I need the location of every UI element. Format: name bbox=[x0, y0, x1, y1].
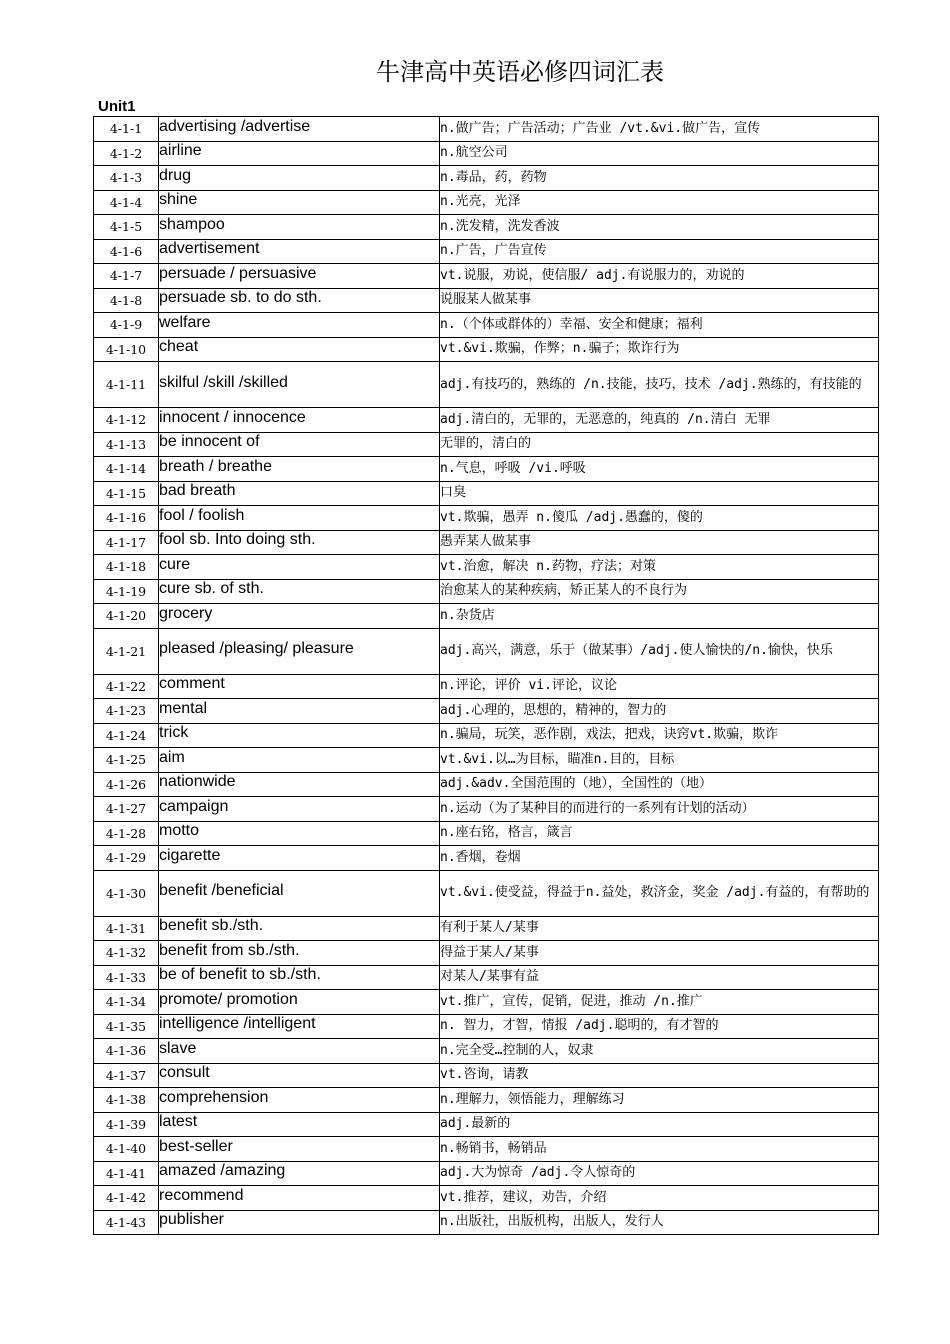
entry-word-cell bbox=[159, 990, 440, 1015]
entry-meaning: n.骗局，玩笑，恶作剧，戏法，把戏，诀窍vt.欺骗，欺诈 bbox=[440, 723, 879, 748]
entry-word-cell bbox=[159, 748, 440, 773]
entry-word: trick bbox=[159, 724, 189, 742]
entry-number: 4-1-16 bbox=[94, 506, 159, 531]
entry-number: 4-1-41 bbox=[94, 1161, 159, 1186]
entry-word-cell bbox=[159, 264, 440, 289]
entry-number: 4-1-39 bbox=[94, 1112, 159, 1137]
vocab-row bbox=[94, 1210, 879, 1235]
entry-word-cell bbox=[159, 870, 440, 916]
entry-number: 4-1-24 bbox=[94, 723, 159, 748]
entry-meaning: n.出版社，出版机构，出版人，发行人 bbox=[440, 1210, 879, 1235]
entry-meaning: vt.推荐，建议，劝告，介绍 bbox=[440, 1186, 879, 1211]
entry-word-cell bbox=[159, 408, 440, 433]
entry-word-cell bbox=[159, 313, 440, 338]
entry-number: 4-1-32 bbox=[94, 941, 159, 966]
entry-number: 4-1-33 bbox=[94, 965, 159, 990]
vocabulary-table bbox=[93, 116, 879, 1235]
entry-word-cell bbox=[159, 604, 440, 629]
entry-word-cell bbox=[159, 579, 440, 604]
entry-number: 4-1-9 bbox=[94, 313, 159, 338]
entry-word: nationwide bbox=[159, 773, 236, 791]
entry-meaning: n.气息，呼吸 /vi.呼吸 bbox=[440, 457, 879, 482]
entry-number: 4-1-21 bbox=[94, 628, 159, 674]
entry-word: drug bbox=[159, 166, 192, 184]
entry-number: 4-1-6 bbox=[94, 239, 159, 264]
entry-meaning: n.航空公司 bbox=[440, 141, 879, 166]
vocab-row bbox=[94, 457, 879, 482]
entry-word: latest bbox=[159, 1113, 198, 1131]
entry-word: grocery bbox=[159, 604, 213, 622]
entry-meaning: adj.最新的 bbox=[440, 1112, 879, 1137]
entry-word-cell bbox=[159, 530, 440, 555]
unit-heading: Unit1 bbox=[98, 98, 136, 115]
entry-number: 4-1-34 bbox=[94, 990, 159, 1015]
entry-word: advertising /advertise bbox=[159, 117, 311, 135]
entry-number: 4-1-25 bbox=[94, 748, 159, 773]
vocab-row bbox=[94, 141, 879, 166]
entry-word: persuade sb. to do sth. bbox=[159, 289, 322, 307]
vocab-row bbox=[94, 1088, 879, 1113]
entry-word: mental bbox=[159, 699, 208, 717]
entry-word: recommend bbox=[159, 1186, 244, 1204]
vocab-row bbox=[94, 313, 879, 338]
entry-meaning: n.评论，评价 vi.评论，议论 bbox=[440, 674, 879, 699]
vocab-row bbox=[94, 748, 879, 773]
vocab-row bbox=[94, 846, 879, 871]
vocab-row bbox=[94, 408, 879, 433]
entry-word: aim bbox=[159, 748, 185, 766]
entry-word-cell bbox=[159, 337, 440, 362]
entry-word: breath / breathe bbox=[159, 457, 272, 475]
vocab-row bbox=[94, 530, 879, 555]
vocab-row bbox=[94, 506, 879, 531]
entry-word: shampoo bbox=[159, 215, 225, 233]
entry-meaning: vt.&vi.以…为目标，瞄准n.目的，目标 bbox=[440, 748, 879, 773]
vocab-row bbox=[94, 1137, 879, 1162]
entry-meaning: adj.&adv.全国范围的（地），全国性的（地） bbox=[440, 772, 879, 797]
vocab-row bbox=[94, 1014, 879, 1039]
entry-word: benefit from sb./sth. bbox=[159, 941, 300, 959]
entry-word: fool / foolish bbox=[159, 506, 245, 524]
entry-word: persuade / persuasive bbox=[159, 264, 317, 282]
entry-word-cell bbox=[159, 239, 440, 264]
entry-meaning: n.毒品，药，药物 bbox=[440, 166, 879, 191]
entry-word: welfare bbox=[159, 313, 211, 331]
entry-meaning: 治愈某人的某种疾病，矫正某人的不良行为 bbox=[440, 579, 879, 604]
entry-word-cell bbox=[159, 941, 440, 966]
entry-number: 4-1-2 bbox=[94, 141, 159, 166]
vocab-row bbox=[94, 628, 879, 674]
entry-word: cure sb. of sth. bbox=[159, 580, 264, 598]
entry-meaning: 对某人/某事有益 bbox=[440, 965, 879, 990]
entry-number: 4-1-14 bbox=[94, 457, 159, 482]
entry-meaning: n.洗发精，洗发香波 bbox=[440, 215, 879, 240]
vocab-row bbox=[94, 432, 879, 457]
page-title: 牛津高中英语必修四词汇表 bbox=[376, 58, 664, 86]
entry-word-cell bbox=[159, 481, 440, 506]
entry-word-cell bbox=[159, 1112, 440, 1137]
entry-word: promote/ promotion bbox=[159, 990, 298, 1008]
entry-meaning: 说服某人做某事 bbox=[440, 288, 879, 313]
entry-number: 4-1-1 bbox=[94, 117, 159, 142]
vocab-row bbox=[94, 674, 879, 699]
vocab-row bbox=[94, 990, 879, 1015]
entry-word: shine bbox=[159, 191, 198, 209]
entry-word: fool sb. Into doing sth. bbox=[159, 531, 316, 549]
entry-meaning: n.广告，广告宣传 bbox=[440, 239, 879, 264]
entry-meaning: n.运动（为了某种目的而进行的一系列有计划的活动） bbox=[440, 797, 879, 822]
entry-meaning: adj.高兴，满意，乐于（做某事）/adj.使人愉快的/n.愉快，快乐 bbox=[440, 628, 879, 674]
vocab-row bbox=[94, 821, 879, 846]
vocab-row bbox=[94, 916, 879, 941]
vocab-row bbox=[94, 1112, 879, 1137]
entry-word: skilful /skill /skilled bbox=[159, 373, 288, 391]
entry-meaning: adj.心理的，思想的，精神的，智力的 bbox=[440, 699, 879, 724]
entry-number: 4-1-12 bbox=[94, 408, 159, 433]
entry-word-cell bbox=[159, 965, 440, 990]
entry-word-cell bbox=[159, 166, 440, 191]
entry-meaning: n.座右铭，格言，箴言 bbox=[440, 821, 879, 846]
entry-word-cell bbox=[159, 797, 440, 822]
entry-meaning: n.理解力，领悟能力，理解练习 bbox=[440, 1088, 879, 1113]
entry-word: publisher bbox=[159, 1211, 224, 1229]
vocab-row bbox=[94, 604, 879, 629]
entry-number: 4-1-19 bbox=[94, 579, 159, 604]
vocab-row bbox=[94, 1063, 879, 1088]
entry-number: 4-1-36 bbox=[94, 1039, 159, 1064]
entry-word-cell bbox=[159, 1063, 440, 1088]
entry-meaning: vt.咨询，请教 bbox=[440, 1063, 879, 1088]
entry-number: 4-1-3 bbox=[94, 166, 159, 191]
entry-word-cell bbox=[159, 506, 440, 531]
vocab-row bbox=[94, 772, 879, 797]
entry-number: 4-1-4 bbox=[94, 190, 159, 215]
vocab-row bbox=[94, 215, 879, 240]
entry-word: advertisement bbox=[159, 240, 260, 258]
entry-number: 4-1-17 bbox=[94, 530, 159, 555]
entry-number: 4-1-43 bbox=[94, 1210, 159, 1235]
entry-number: 4-1-40 bbox=[94, 1137, 159, 1162]
vocab-row bbox=[94, 579, 879, 604]
entry-word-cell bbox=[159, 1088, 440, 1113]
vocab-row bbox=[94, 723, 879, 748]
entry-meaning: n.香烟，卷烟 bbox=[440, 846, 879, 871]
vocab-row bbox=[94, 1039, 879, 1064]
entry-meaning: adj.清白的，无罪的，无恶意的，纯真的 /n.清白 无罪 bbox=[440, 408, 879, 433]
entry-number: 4-1-37 bbox=[94, 1063, 159, 1088]
entry-number: 4-1-18 bbox=[94, 555, 159, 580]
entry-number: 4-1-10 bbox=[94, 337, 159, 362]
entry-meaning: n. 智力，才智，情报 /adj.聪明的，有才智的 bbox=[440, 1014, 879, 1039]
entry-word-cell bbox=[159, 555, 440, 580]
entry-word-cell bbox=[159, 699, 440, 724]
entry-number: 4-1-42 bbox=[94, 1186, 159, 1211]
entry-word-cell bbox=[159, 457, 440, 482]
vocab-row bbox=[94, 941, 879, 966]
entry-meaning: vt.&vi.使受益，得益于n.益处，救济金，奖金 /adj.有益的，有帮助的 bbox=[440, 870, 879, 916]
entry-word-cell bbox=[159, 432, 440, 457]
entry-word: airline bbox=[159, 142, 202, 160]
vocab-row bbox=[94, 362, 879, 408]
vocab-row bbox=[94, 797, 879, 822]
entry-word-cell bbox=[159, 1186, 440, 1211]
vocab-row bbox=[94, 264, 879, 289]
entry-meaning: n.杂货店 bbox=[440, 604, 879, 629]
vocab-row bbox=[94, 699, 879, 724]
entry-word: pleased /pleasing/ pleasure bbox=[159, 640, 354, 657]
entry-word-cell bbox=[159, 117, 440, 142]
entry-number: 4-1-30 bbox=[94, 870, 159, 916]
vocab-row bbox=[94, 117, 879, 142]
entry-meaning: n.畅销书，畅销品 bbox=[440, 1137, 879, 1162]
entry-number: 4-1-35 bbox=[94, 1014, 159, 1039]
vocab-row bbox=[94, 555, 879, 580]
entry-number: 4-1-31 bbox=[94, 916, 159, 941]
entry-word-cell bbox=[159, 628, 440, 674]
entry-word-cell bbox=[159, 821, 440, 846]
vocab-row bbox=[94, 1186, 879, 1211]
entry-number: 4-1-7 bbox=[94, 264, 159, 289]
entry-meaning: adj.大为惊奇 /adj.令人惊奇的 bbox=[440, 1161, 879, 1186]
entry-number: 4-1-15 bbox=[94, 481, 159, 506]
entry-word: cigarette bbox=[159, 846, 221, 864]
entry-meaning: vt.说服，劝说，使信服/ adj.有说服力的，劝说的 bbox=[440, 264, 879, 289]
entry-word: motto bbox=[159, 822, 200, 840]
entry-word: bad breath bbox=[159, 482, 236, 500]
entry-word: benefit /beneficial bbox=[159, 882, 284, 899]
entry-meaning: n.做广告；广告活动；广告业 /vt.&vi.做广告，宣传 bbox=[440, 117, 879, 142]
entry-word-cell bbox=[159, 215, 440, 240]
vocab-row bbox=[94, 190, 879, 215]
entry-meaning: 愚弄某人做某事 bbox=[440, 530, 879, 555]
entry-word-cell bbox=[159, 846, 440, 871]
entry-number: 4-1-8 bbox=[94, 288, 159, 313]
vocab-row bbox=[94, 481, 879, 506]
entry-number: 4-1-22 bbox=[94, 674, 159, 699]
entry-word: intelligence /intelligent bbox=[159, 1015, 316, 1033]
entry-word-cell bbox=[159, 1137, 440, 1162]
entry-word: innocent / innocence bbox=[159, 408, 306, 426]
vocabulary-table-body bbox=[94, 117, 879, 1235]
entry-meaning: 有利于某人/某事 bbox=[440, 916, 879, 941]
entry-word: be innocent of bbox=[159, 433, 260, 451]
entry-word-cell bbox=[159, 362, 440, 408]
entry-word-cell bbox=[159, 141, 440, 166]
entry-number: 4-1-5 bbox=[94, 215, 159, 240]
entry-meaning: n.光亮，光泽 bbox=[440, 190, 879, 215]
entry-word-cell bbox=[159, 1210, 440, 1235]
entry-number: 4-1-28 bbox=[94, 821, 159, 846]
entry-meaning: vt.&vi.欺骗，作弊；n.骗子；欺诈行为 bbox=[440, 337, 879, 362]
entry-word: cure bbox=[159, 555, 191, 573]
entry-number: 4-1-23 bbox=[94, 699, 159, 724]
entry-meaning: 无罪的，清白的 bbox=[440, 432, 879, 457]
entry-word: consult bbox=[159, 1064, 210, 1082]
vocab-row bbox=[94, 288, 879, 313]
entry-meaning: vt.推广，宣传，促销，促进，推动 /n.推广 bbox=[440, 990, 879, 1015]
entry-number: 4-1-26 bbox=[94, 772, 159, 797]
entry-word-cell bbox=[159, 674, 440, 699]
vocab-row bbox=[94, 337, 879, 362]
entry-number: 4-1-29 bbox=[94, 846, 159, 871]
entry-meaning: vt.治愈，解决 n.药物，疗法；对策 bbox=[440, 555, 879, 580]
vocab-row bbox=[94, 870, 879, 916]
entry-number: 4-1-20 bbox=[94, 604, 159, 629]
entry-word: campaign bbox=[159, 797, 229, 815]
entry-word: best-seller bbox=[159, 1137, 233, 1155]
entry-word-cell bbox=[159, 916, 440, 941]
entry-word: cheat bbox=[159, 338, 199, 356]
entry-meaning: 得益于某人/某事 bbox=[440, 941, 879, 966]
entry-word: benefit sb./sth. bbox=[159, 917, 264, 935]
entry-word-cell bbox=[159, 1039, 440, 1064]
entry-word-cell bbox=[159, 723, 440, 748]
vocab-row bbox=[94, 1161, 879, 1186]
entry-meaning: n.完全受…控制的人，奴隶 bbox=[440, 1039, 879, 1064]
entry-word: comment bbox=[159, 675, 225, 693]
entry-meaning: adj.有技巧的，熟练的 /n.技能，技巧，技术 /adj.熟练的，有技能的 bbox=[440, 362, 879, 408]
vocab-row bbox=[94, 239, 879, 264]
entry-word: be of benefit to sb./sth. bbox=[159, 966, 321, 984]
vocab-row bbox=[94, 166, 879, 191]
entry-number: 4-1-13 bbox=[94, 432, 159, 457]
entry-word-cell bbox=[159, 1161, 440, 1186]
entry-meaning: n.（个体或群体的）幸福、安全和健康；福利 bbox=[440, 313, 879, 338]
entry-word: amazed /amazing bbox=[159, 1162, 286, 1180]
entry-meaning: 口臭 bbox=[440, 481, 879, 506]
entry-word-cell bbox=[159, 190, 440, 215]
entry-number: 4-1-11 bbox=[94, 362, 159, 408]
entry-number: 4-1-27 bbox=[94, 797, 159, 822]
entry-word: comprehension bbox=[159, 1088, 269, 1106]
entry-meaning: vt.欺骗，愚弄 n.傻瓜 /adj.愚蠢的，傻的 bbox=[440, 506, 879, 531]
entry-word-cell bbox=[159, 1014, 440, 1039]
vocab-row bbox=[94, 965, 879, 990]
entry-word-cell bbox=[159, 772, 440, 797]
entry-word: slave bbox=[159, 1039, 197, 1057]
entry-word-cell bbox=[159, 288, 440, 313]
entry-number: 4-1-38 bbox=[94, 1088, 159, 1113]
